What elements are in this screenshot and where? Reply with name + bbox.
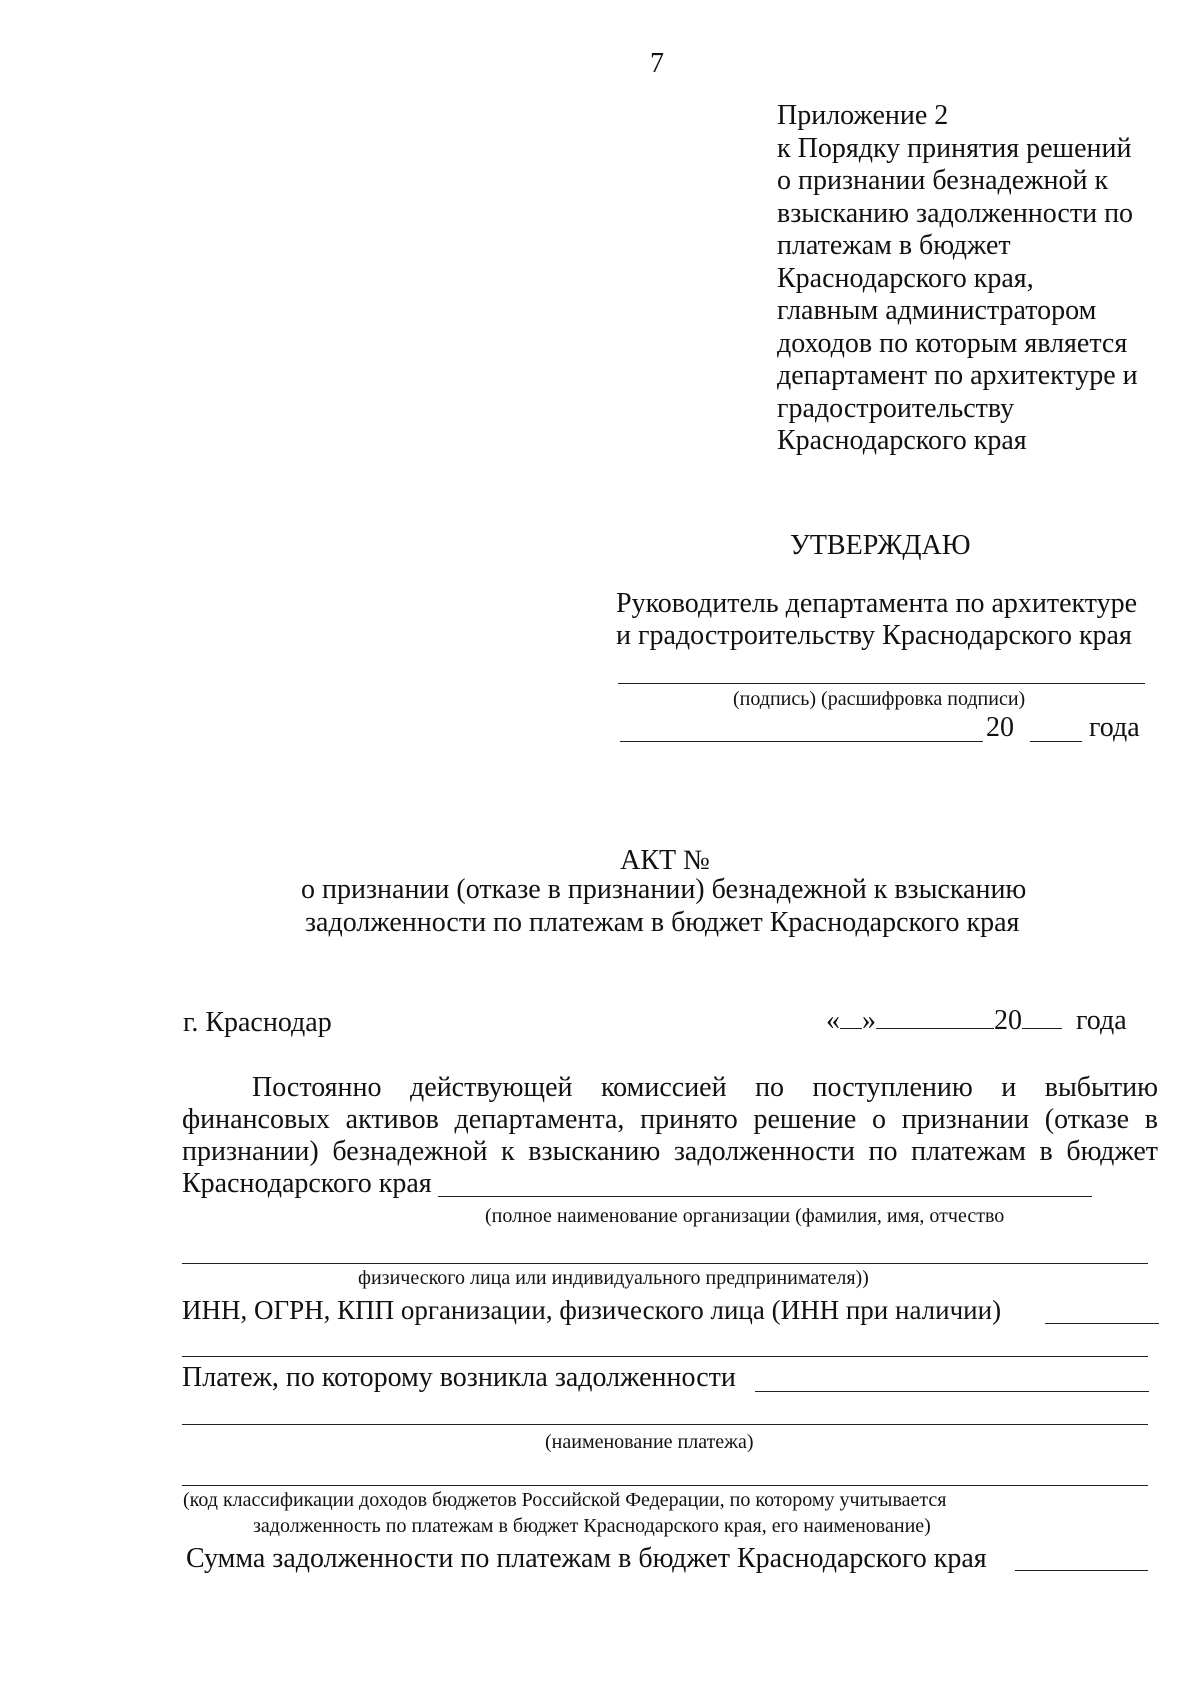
date-year-prefix: 20 [994, 1005, 1022, 1036]
signature-caption: (подпись) (расшифровка подписи) [733, 688, 1026, 710]
page-number: 7 [650, 48, 664, 79]
place-of-issue: г. Краснодар [183, 1007, 332, 1038]
appendix-line: к Порядку принятия решений [777, 132, 1132, 164]
appendix-line: взысканию задолженности по [777, 197, 1134, 229]
inn-label: ИНН, ОГРН, КПП организации, физического лица (ИНН при наличии) [182, 1295, 1002, 1325]
inn-field[interactable] [1045, 1323, 1159, 1324]
appendix-line: департамент по архитектуре и [777, 360, 1138, 391]
kbk-field[interactable] [182, 1485, 1148, 1486]
sum-label: Сумма задолженности по платежам в бюджет Краснодарского края [186, 1543, 987, 1574]
organization-caption: (полное наименование организации (фамилия, имя, отчество [485, 1205, 1005, 1227]
month-blank[interactable] [876, 1004, 994, 1029]
act-subtitle-line1: о признании (отказе в признании) безнадежной к взысканию [301, 874, 1027, 905]
appendix-line: Приложение 2 [777, 100, 949, 131]
date-close-quote: » [862, 1005, 876, 1036]
kbk-caption-line1: (код классификации доходов бюджетов Российской Федерации, по которому учитывается [183, 1489, 947, 1511]
payment-field-2[interactable] [182, 1424, 1148, 1425]
approval-heading: УТВЕРЖДАЮ [790, 530, 971, 561]
paragraph-line: признании) безнадежной к взысканию задолженности по платежам в бюджет [182, 1136, 1158, 1167]
paragraph-line: финансовых активов департамента, принято решение о признании (отказе в [182, 1104, 1158, 1135]
year-blank[interactable] [1022, 1004, 1062, 1029]
approval-date-prefix: 20 [986, 712, 1014, 743]
organization-name-field[interactable] [438, 1196, 1092, 1197]
day-blank[interactable] [840, 1004, 862, 1029]
appendix-line: платежам в бюджет [777, 230, 1011, 261]
act-subtitle-line2: задолженности по платежам в бюджет Краснодарского края [305, 907, 1020, 938]
organization-name-field-2[interactable] [182, 1263, 1148, 1264]
sum-field[interactable] [1015, 1570, 1148, 1571]
appendix-block [777, 100, 1138, 458]
approval-date-line[interactable] [620, 741, 983, 742]
paragraph-line: Постоянно действующей комиссией по поступлению и выбытию [252, 1072, 1158, 1103]
date-suffix: года [1076, 1005, 1127, 1036]
date-open-quote: « [826, 1005, 840, 1036]
act-title: АКТ № [620, 845, 710, 876]
inn-field-2[interactable] [182, 1356, 1148, 1357]
date-line [826, 1004, 1127, 1037]
appendix-line: градостроительству [777, 392, 1015, 424]
appendix-line: главным администратором [777, 295, 1097, 326]
approver-position-line2: и градостроительству Краснодарского края [616, 620, 1132, 651]
payment-field[interactable] [755, 1391, 1149, 1392]
approval-year-line[interactable] [1030, 741, 1082, 742]
appendix-line: доходов по которым является [777, 327, 1128, 359]
kbk-caption-line2: задолженность по платежам в бюджет Краснодарского края, его наименование) [253, 1515, 931, 1537]
payment-caption: (наименование платежа) [545, 1431, 754, 1453]
approver-position-line1: Руководитель департамента по архитектуре [616, 588, 1138, 619]
paragraph-line: Краснодарского края [182, 1168, 432, 1199]
payment-label: Платеж, по которому возникла задолженности [182, 1362, 736, 1393]
appendix-line: Краснодарского края [777, 425, 1027, 456]
appendix-line: Краснодарского края, [777, 262, 1034, 294]
organization-caption-2: физического лица или индивидуального предпринимателя)) [358, 1267, 869, 1289]
signature-line[interactable] [618, 683, 1145, 684]
approval-date-suffix: года [1089, 712, 1140, 743]
appendix-line: о признании безнадежной к [777, 165, 1109, 196]
